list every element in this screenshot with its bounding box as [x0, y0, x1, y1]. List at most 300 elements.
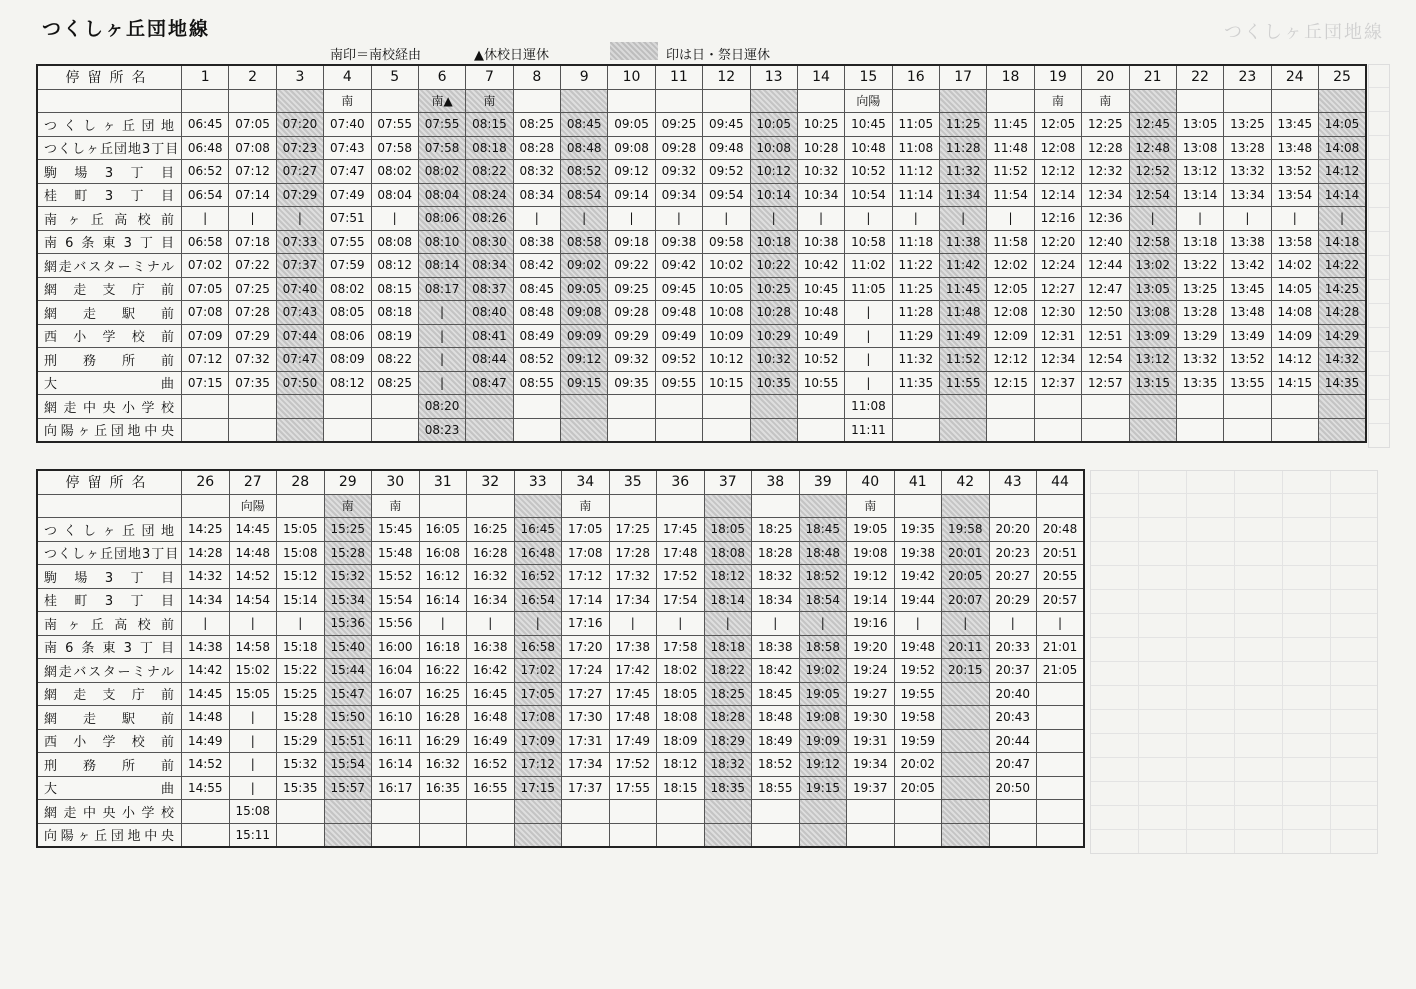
departure-time: |: [1176, 207, 1223, 231]
departure-time: [703, 418, 750, 442]
route-note: 南: [324, 89, 371, 113]
departure-time: 14:18: [1319, 230, 1367, 254]
departure-time: 07:50: [276, 371, 323, 395]
departure-time: 09:34: [655, 183, 702, 207]
departure-time: 09:45: [655, 277, 702, 301]
departure-time: 13:05: [1176, 113, 1223, 137]
departure-time: 09:55: [655, 371, 702, 395]
departure-time: 15:35: [277, 776, 325, 800]
departure-time: 08:28: [513, 136, 560, 160]
departure-time: [229, 418, 276, 442]
departure-time: 12:36: [1082, 207, 1129, 231]
departure-time: [1176, 418, 1223, 442]
departure-time: 07:27: [276, 160, 323, 184]
departure-time: 11:05: [892, 113, 939, 137]
departure-time: 08:37: [466, 277, 513, 301]
departure-time: 11:28: [940, 136, 987, 160]
departure-time: 17:34: [562, 753, 610, 777]
departure-time: 20:57: [1037, 588, 1085, 612]
departure-time: 10:34: [797, 183, 844, 207]
departure-time: 13:08: [1129, 301, 1176, 325]
departure-time: 09:25: [655, 113, 702, 137]
departure-time: |: [371, 207, 418, 231]
departure-time: 18:45: [799, 518, 847, 542]
departure-time: 12:14: [1034, 183, 1081, 207]
trip-number: 17: [940, 65, 987, 89]
departure-time: 12:34: [1082, 183, 1129, 207]
departure-time: 08:02: [324, 277, 371, 301]
table-row: [37, 682, 1084, 706]
departure-time: [752, 800, 800, 824]
departure-time: 14:54: [229, 588, 277, 612]
departure-time: 12:24: [1034, 254, 1081, 278]
departure-time: |: [514, 612, 562, 636]
departure-time: [1224, 395, 1271, 419]
departure-time: 08:45: [561, 113, 608, 137]
stop-name: 向陽ヶ丘団地中央: [37, 823, 182, 847]
departure-time: 20:37: [989, 659, 1037, 683]
departure-time: 12:08: [987, 301, 1034, 325]
departure-time: 20:48: [1037, 518, 1085, 542]
departure-time: |: [989, 612, 1037, 636]
departure-time: 18:28: [704, 706, 752, 730]
departure-time: [942, 800, 990, 824]
route-note: [989, 494, 1037, 518]
departure-time: 14:52: [229, 565, 277, 589]
departure-time: |: [750, 207, 797, 231]
departure-time: 18:58: [799, 635, 847, 659]
departure-time: [942, 682, 990, 706]
departure-time: 10:05: [703, 277, 750, 301]
departure-time: 07:47: [324, 160, 371, 184]
departure-time: 19:12: [847, 565, 895, 589]
route-note: [467, 494, 515, 518]
departure-time: [987, 395, 1034, 419]
table-row: [37, 207, 1366, 231]
departure-time: 08:30: [466, 230, 513, 254]
departure-time: 09:14: [608, 183, 655, 207]
departure-time: 09:05: [608, 113, 655, 137]
departure-time: 11:08: [892, 136, 939, 160]
departure-time: 07:23: [276, 136, 323, 160]
trip-number: 31: [419, 470, 467, 494]
departure-time: [1271, 418, 1318, 442]
table-row: [37, 301, 1366, 325]
stop-name: 大曲: [37, 371, 182, 395]
departure-time: 10:38: [797, 230, 844, 254]
departure-time: 15:05: [229, 682, 277, 706]
departure-time: 19:08: [799, 706, 847, 730]
table-row: [37, 823, 1084, 847]
departure-time: 17:30: [562, 706, 610, 730]
departure-time: 17:42: [609, 659, 657, 683]
departure-time: 11:28: [892, 301, 939, 325]
departure-time: [467, 800, 515, 824]
route-note: [797, 89, 844, 113]
departure-time: 17:58: [657, 635, 705, 659]
table-row: [37, 136, 1366, 160]
departure-time: 08:08: [371, 230, 418, 254]
table-row: [37, 160, 1366, 184]
departure-time: 12:09: [987, 324, 1034, 348]
departure-time: 17:02: [514, 659, 562, 683]
departure-time: [1037, 823, 1085, 847]
departure-time: 16:45: [467, 682, 515, 706]
departure-time: 13:48: [1224, 301, 1271, 325]
departure-time: 15:22: [277, 659, 325, 683]
trip-number: 8: [513, 65, 560, 89]
departure-time: 12:28: [1082, 136, 1129, 160]
departure-time: [657, 823, 705, 847]
departure-time: 07:47: [276, 348, 323, 372]
table-row: [37, 541, 1084, 565]
departure-time: 08:22: [371, 348, 418, 372]
departure-time: 15:34: [324, 588, 372, 612]
departure-time: 19:27: [847, 682, 895, 706]
route-note: [657, 494, 705, 518]
departure-time: 12:27: [1034, 277, 1081, 301]
trip-number: 43: [989, 470, 1037, 494]
departure-time: 20:40: [989, 682, 1037, 706]
departure-time: |: [940, 207, 987, 231]
departure-time: 10:55: [797, 371, 844, 395]
departure-time: |: [277, 612, 325, 636]
departure-time: 10:28: [797, 136, 844, 160]
page-title: つくしヶ丘団地線: [42, 18, 211, 40]
departure-time: 19:24: [847, 659, 895, 683]
departure-time: 06:52: [182, 160, 229, 184]
departure-time: 14:34: [182, 588, 230, 612]
trip-number: 29: [324, 470, 372, 494]
route-note: 南: [372, 494, 420, 518]
stop-name: 網走支庁前: [37, 682, 182, 706]
table-row: [37, 776, 1084, 800]
departure-time: 19:34: [847, 753, 895, 777]
departure-time: 11:54: [987, 183, 1034, 207]
departure-time: |: [418, 301, 465, 325]
bleed-through-grid-top: [1368, 64, 1390, 448]
departure-time: 13:48: [1271, 136, 1318, 160]
trip-number: 1: [182, 65, 229, 89]
departure-time: 16:14: [419, 588, 467, 612]
departure-time: 11:02: [845, 254, 892, 278]
departure-time: 10:42: [797, 254, 844, 278]
departure-time: 12:54: [1129, 183, 1176, 207]
stop-name: 網走中央小学校: [37, 800, 182, 824]
departure-time: 09:32: [655, 160, 702, 184]
departure-time: 19:44: [894, 588, 942, 612]
departure-time: |: [418, 324, 465, 348]
departure-time: 17:14: [562, 588, 610, 612]
departure-time: 08:52: [561, 160, 608, 184]
table-row: [37, 659, 1084, 683]
trip-number: 22: [1176, 65, 1223, 89]
departure-time: 08:41: [466, 324, 513, 348]
departure-time: 08:34: [466, 254, 513, 278]
departure-time: 10:35: [750, 371, 797, 395]
departure-time: |: [987, 207, 1034, 231]
departure-time: 13:12: [1129, 348, 1176, 372]
departure-time: 09:22: [608, 254, 655, 278]
departure-time: 08:06: [324, 324, 371, 348]
departure-time: |: [845, 301, 892, 325]
departure-time: 21:05: [1037, 659, 1085, 683]
stop-name: 刑務所前: [37, 348, 182, 372]
departure-time: 08:18: [466, 136, 513, 160]
departure-time: [514, 800, 562, 824]
departure-time: 08:22: [466, 160, 513, 184]
departure-time: 15:45: [372, 518, 420, 542]
route-note: [703, 89, 750, 113]
departure-time: 12:52: [1129, 160, 1176, 184]
departure-time: [182, 800, 230, 824]
stop-name: つくしヶ丘団地: [37, 113, 182, 137]
departure-time: 15:47: [324, 682, 372, 706]
departure-time: 13:32: [1224, 160, 1271, 184]
departure-time: 11:52: [940, 348, 987, 372]
departure-time: 16:34: [467, 588, 515, 612]
departure-time: 07:35: [229, 371, 276, 395]
departure-time: 15:02: [229, 659, 277, 683]
departure-time: 09:58: [703, 230, 750, 254]
departure-time: 18:29: [704, 729, 752, 753]
departure-time: 07:43: [324, 136, 371, 160]
departure-time: 16:52: [467, 753, 515, 777]
departure-time: 11:25: [940, 113, 987, 137]
departure-time: |: [799, 612, 847, 636]
departure-time: 15:32: [324, 565, 372, 589]
table-row: [37, 183, 1366, 207]
departure-time: 11:11: [845, 418, 892, 442]
departure-time: 13:14: [1176, 183, 1223, 207]
departure-time: 10:25: [750, 277, 797, 301]
departure-time: 18:08: [704, 541, 752, 565]
departure-time: [987, 418, 1034, 442]
departure-time: 13:54: [1271, 183, 1318, 207]
departure-time: 10:28: [750, 301, 797, 325]
trip-number: 11: [655, 65, 702, 89]
departure-time: 14:58: [229, 635, 277, 659]
table-row: [37, 729, 1084, 753]
table-row: [37, 518, 1084, 542]
trip-number: 21: [1129, 65, 1176, 89]
legend-holiday: 印は日・祭日運休: [666, 48, 771, 63]
departure-time: 13:02: [1129, 254, 1176, 278]
route-note-row: [37, 494, 1084, 518]
departure-time: [1129, 418, 1176, 442]
trip-number: 26: [182, 470, 230, 494]
stop-name: 駒場3丁目: [37, 565, 182, 589]
departure-time: 10:25: [797, 113, 844, 137]
departure-time: 19:59: [894, 729, 942, 753]
stop-name: 網走バスターミナル: [37, 659, 182, 683]
departure-time: 19:02: [799, 659, 847, 683]
departure-time: 17:34: [609, 588, 657, 612]
departure-time: 20:01: [942, 541, 990, 565]
departure-time: |: [229, 776, 277, 800]
timetable-1: [36, 64, 1367, 443]
departure-time: 17:08: [514, 706, 562, 730]
departure-time: 20:44: [989, 729, 1037, 753]
route-note: [609, 494, 657, 518]
trip-number: 33: [514, 470, 562, 494]
departure-time: 17:54: [657, 588, 705, 612]
departure-time: 08:19: [371, 324, 418, 348]
departure-time: 13:32: [1176, 348, 1223, 372]
departure-time: 19:42: [894, 565, 942, 589]
departure-time: 15:57: [324, 776, 372, 800]
trip-number: 18: [987, 65, 1034, 89]
departure-time: [182, 395, 229, 419]
departure-time: 10:58: [845, 230, 892, 254]
bleed-through-title: つくしヶ丘団地線: [1224, 22, 1384, 43]
trip-number: 15: [845, 65, 892, 89]
departure-time: 16:22: [419, 659, 467, 683]
departure-time: [1271, 395, 1318, 419]
departure-time: [419, 823, 467, 847]
route-note: [608, 89, 655, 113]
departure-time: 09:52: [655, 348, 702, 372]
departure-time: 08:10: [418, 230, 465, 254]
departure-time: |: [894, 612, 942, 636]
departure-time: 14:08: [1271, 301, 1318, 325]
departure-time: 11:38: [940, 230, 987, 254]
departure-time: 15:48: [372, 541, 420, 565]
departure-time: [704, 800, 752, 824]
trip-number: 41: [894, 470, 942, 494]
departure-time: 14:05: [1271, 277, 1318, 301]
departure-time: |: [892, 207, 939, 231]
departure-time: [419, 800, 467, 824]
departure-time: 13:28: [1224, 136, 1271, 160]
stop-name: つくしヶ丘団地3丁目: [37, 136, 182, 160]
route-note: [1176, 89, 1223, 113]
departure-time: [1082, 395, 1129, 419]
departure-time: 07:29: [276, 183, 323, 207]
departure-time: 09:28: [608, 301, 655, 325]
departure-time: 11:49: [940, 324, 987, 348]
departure-time: 08:02: [371, 160, 418, 184]
departure-time: [324, 395, 371, 419]
departure-time: 08:25: [371, 371, 418, 395]
departure-time: 07:20: [276, 113, 323, 137]
departure-time: [371, 395, 418, 419]
departure-time: [942, 776, 990, 800]
trip-number-row: [37, 65, 1366, 89]
trip-number: 3: [276, 65, 323, 89]
departure-time: 07:58: [371, 136, 418, 160]
departure-time: 12:16: [1034, 207, 1081, 231]
departure-time: 08:24: [466, 183, 513, 207]
stop-name: 桂町3丁目: [37, 588, 182, 612]
stop-name: 網走支庁前: [37, 277, 182, 301]
departure-time: 18:42: [752, 659, 800, 683]
table-row: [37, 324, 1366, 348]
departure-time: 18:52: [799, 565, 847, 589]
departure-time: 08:06: [418, 207, 465, 231]
departure-time: 16:12: [419, 565, 467, 589]
departure-time: |: [229, 753, 277, 777]
departure-time: 10:22: [750, 254, 797, 278]
departure-time: 07:28: [229, 301, 276, 325]
departure-time: 10:48: [797, 301, 844, 325]
departure-time: 18:12: [657, 753, 705, 777]
departure-time: 16:49: [467, 729, 515, 753]
departure-time: 10:12: [703, 348, 750, 372]
trip-number: 23: [1224, 65, 1271, 89]
departure-time: [1037, 800, 1085, 824]
departure-time: 12:50: [1082, 301, 1129, 325]
departure-time: 11:35: [892, 371, 939, 395]
departure-time: 10:48: [845, 136, 892, 160]
departure-time: 15:54: [372, 588, 420, 612]
trip-number-row: [37, 470, 1084, 494]
departure-time: 08:34: [513, 183, 560, 207]
departure-time: 13:15: [1129, 371, 1176, 395]
departure-time: 19:30: [847, 706, 895, 730]
departure-time: |: [845, 348, 892, 372]
departure-time: 16:17: [372, 776, 420, 800]
departure-time: 13:34: [1224, 183, 1271, 207]
route-note: [276, 89, 323, 113]
departure-time: |: [276, 207, 323, 231]
departure-time: |: [942, 612, 990, 636]
departure-time: 14:08: [1319, 136, 1367, 160]
trip-number: 4: [324, 65, 371, 89]
stop-name: 網走中央小学校: [37, 395, 182, 419]
trip-number: 30: [372, 470, 420, 494]
stop-header: 停留所名: [37, 65, 182, 89]
departure-time: |: [1319, 207, 1367, 231]
departure-time: 12:12: [1034, 160, 1081, 184]
departure-time: [704, 823, 752, 847]
departure-time: 19:38: [894, 541, 942, 565]
departure-time: 10:45: [797, 277, 844, 301]
departure-time: 16:48: [514, 541, 562, 565]
departure-time: 13:35: [1176, 371, 1223, 395]
trip-number: 25: [1319, 65, 1367, 89]
departure-time: [655, 418, 702, 442]
departure-time: 12:45: [1129, 113, 1176, 137]
departure-time: 11:08: [845, 395, 892, 419]
departure-time: 15:08: [277, 541, 325, 565]
departure-time: 08:15: [466, 113, 513, 137]
departure-time: [1224, 418, 1271, 442]
departure-time: 14:15: [1271, 371, 1318, 395]
stop-name: 南ヶ丘高校前: [37, 612, 182, 636]
departure-time: 17:12: [562, 565, 610, 589]
departure-time: 12:20: [1034, 230, 1081, 254]
departure-time: |: [1224, 207, 1271, 231]
table-row: [37, 612, 1084, 636]
departure-time: 10:54: [845, 183, 892, 207]
route-note: [704, 494, 752, 518]
departure-time: 09:05: [561, 277, 608, 301]
departure-time: 18:32: [704, 753, 752, 777]
departure-time: 09:02: [561, 254, 608, 278]
departure-time: 10:32: [750, 348, 797, 372]
departure-time: |: [229, 729, 277, 753]
departure-time: 19:05: [847, 518, 895, 542]
trip-number: 32: [467, 470, 515, 494]
departure-time: 08:15: [371, 277, 418, 301]
departure-time: 17:45: [657, 518, 705, 542]
departure-time: 18:05: [657, 682, 705, 706]
route-note: [229, 89, 276, 113]
departure-time: [324, 800, 372, 824]
departure-time: 12:05: [987, 277, 1034, 301]
departure-time: [562, 800, 610, 824]
